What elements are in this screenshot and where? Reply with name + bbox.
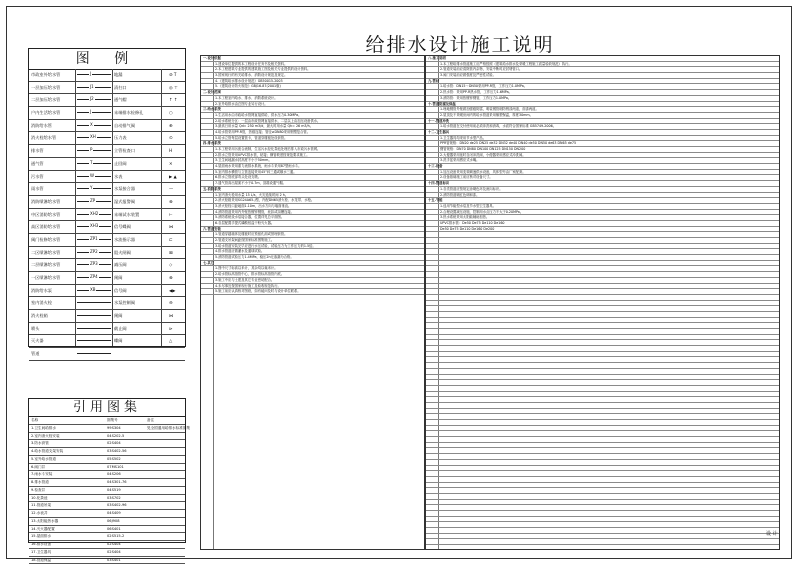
- note-text: PPR管规格：DN20 de25 DN25 de32 DN32 de40 DN40 de50 DN50 de63 DN65 de75: [440, 141, 577, 146]
- cite-row: [29, 479, 185, 487]
- note-text: 3.施工中应与土建及其它专业密切配合。: [215, 277, 275, 282]
- note-text: 十一.管道冲洗: [428, 118, 450, 123]
- fixture-symbol-icon: ↑ ↑: [169, 97, 178, 103]
- pipe-line-symbol: [77, 274, 111, 279]
- cite-code: 02S404: [107, 542, 121, 546]
- note-text: 2.合理设置减压设施，控制用水点压力不大于0.20MPa。: [440, 209, 524, 214]
- legend-pipe-name: 管道: [31, 351, 40, 357]
- pipe-line-symbol: [77, 71, 111, 76]
- cite-title: 引用图集: [29, 399, 185, 417]
- cite-row: [29, 510, 185, 518]
- pipe-line-symbol: [77, 248, 111, 254]
- fixture-symbol-icon: ⊕: [169, 122, 173, 128]
- cite-row: [29, 502, 185, 510]
- note-text: De50 De75 De110 De160 De200: [440, 226, 495, 231]
- legend-row: [29, 183, 185, 196]
- cite-row: [29, 533, 185, 541]
- legend-row: [29, 335, 185, 348]
- pipe-line-symbol: [77, 96, 111, 102]
- legend-pipe-name: 污水管: [31, 173, 44, 179]
- note-text: 十五.节能: [428, 198, 443, 203]
- pipe-line-symbol: [77, 302, 111, 303]
- legend-pipe-name: 一区喷淋给水管: [31, 275, 61, 280]
- legend-item-name: 末端试水装置: [114, 211, 140, 217]
- note-text: 4.屋面雨水采用重力流排水系统，雨水斗采用87型雨水斗。: [215, 164, 302, 169]
- cite-row: [29, 440, 185, 448]
- note-text: 二.设计范围: [203, 90, 221, 95]
- cite-name: 17.卫生器具: [31, 549, 52, 554]
- cite-code: 04S301-76: [107, 480, 127, 484]
- legend-pipe-name: 二区喷淋给水管: [31, 249, 61, 255]
- note-text: 2.室外给排水由总图专业另行设计。: [215, 101, 268, 106]
- cite-header-code: 图集号: [107, 418, 118, 422]
- legend-row: [29, 234, 185, 247]
- note-text: 2.给水系统分区：一层由市政管网直接供水，二层以上由加压设备供水。: [215, 118, 321, 123]
- pipe-line-symbol: [77, 340, 111, 341]
- cite-row: [29, 495, 185, 503]
- legend-row: [29, 259, 185, 272]
- pipe-code: J2: [90, 96, 94, 102]
- cite-code: 02S404: [107, 441, 121, 446]
- legend-item-name: 压力表: [114, 135, 127, 141]
- legend-item-name: 蝶阀: [114, 338, 123, 344]
- note-text: 1.加压设备采用变频调速供水设备，具体型号由厂家配套。: [440, 169, 526, 174]
- legend-row: [29, 272, 185, 285]
- cite-name: 11.管道吊架: [31, 503, 52, 508]
- legend-pipe-name: 一层加压给水管: [31, 84, 61, 90]
- legend-pipe-name: 排水管: [31, 148, 44, 154]
- legend-item-name: 止回阀: [114, 160, 127, 166]
- note-text: UPVC排水管：De50 De75 De110 De160: [440, 220, 505, 225]
- note-text: 3.卫生间地漏水封高度不小于50mm。: [215, 158, 272, 163]
- legend-pipe-name: 消火栓给水管: [31, 135, 57, 141]
- note-text: 2.设备基础施工前应核对设备尺寸。: [440, 175, 493, 180]
- cite-header-name: 名称: [31, 418, 39, 422]
- pipe-line-symbol: [77, 185, 111, 191]
- legend-row: [29, 209, 185, 222]
- cite-name: 2.室内消火栓安装: [31, 433, 60, 438]
- note-text: 1.给水管道在交付使用前必须冲洗和消毒，水质符合国家标准 GB5749-2006。: [440, 124, 556, 129]
- cite-name: 5.室外给水管道: [31, 456, 56, 461]
- cite-code: 06J908: [107, 518, 120, 523]
- note-text: 五.消防系统: [203, 186, 221, 191]
- legend-row: [29, 285, 185, 298]
- legend-item-name: 信号阀: [114, 287, 127, 293]
- note-text: 2.热水管：采用PP-R热水管，工作压力1.6MPa。: [440, 90, 512, 95]
- cite-code: 02S515-2: [107, 534, 125, 539]
- signature-stamp: 设 计: [766, 531, 778, 537]
- fixture-symbol-icon: ⊳: [169, 325, 173, 331]
- note-text: 5.室内排水横管与立管连接采用45°斜三通或顺水三通。: [215, 169, 297, 174]
- note-text: 4.《建筑给水排水设计规范》GB50015-2003: [215, 78, 283, 83]
- pipe-line-symbol: [77, 147, 111, 153]
- pipe-line-symbol: [77, 353, 111, 354]
- legend-pipe-name: 阀门检修给水管: [31, 236, 61, 242]
- legend-row: [29, 323, 185, 336]
- cite-name: 10.化粪池: [31, 495, 48, 500]
- cite-name: 1.卫生间给排水: [31, 425, 56, 430]
- legend-row: [29, 69, 185, 82]
- pipe-line-symbol: [77, 159, 111, 165]
- legend-row: [29, 196, 185, 209]
- cite-code: 06S401: [107, 526, 121, 531]
- cite-name: 16.排水设备: [31, 542, 52, 546]
- note-text: 1.本工程采用污废合流制，生活污水经化粪池处理后排入市政污水管网。: [215, 147, 321, 151]
- note-text: 1.各类管道应按规定涂刷色环及流向标识。: [440, 186, 503, 191]
- cite-code: 03S702: [107, 495, 121, 500]
- note-text: 三.给水系统: [203, 107, 221, 112]
- pipe-code: J1: [90, 83, 94, 89]
- cite-name: 15.屋面排水: [31, 534, 52, 539]
- fixture-symbol-icon: ⊗: [169, 275, 173, 280]
- cite-code: 04S409: [107, 511, 121, 515]
- note-line: [201, 289, 424, 295]
- legend-item-name: 清扫口: [114, 84, 127, 90]
- note-text: 6.排水立管底部弯头处设支墩。: [215, 175, 262, 180]
- legend-item-name: 通气帽: [114, 97, 127, 103]
- note-text: 1.本工程给排水管道施工应严格按照《建筑给水排水及采暖工程施工质量验收规范》执行。: [440, 61, 572, 66]
- cite-header-row: [29, 417, 185, 425]
- cite-rows: [29, 425, 191, 565]
- pipe-code: T: [90, 159, 93, 165]
- legend-item-name: 末端排水检修孔: [114, 110, 144, 116]
- legend-pipe-name: 灭火器: [31, 338, 44, 344]
- cite-header-note: 备注: [147, 418, 155, 422]
- legend-item-name: 湿式报警阀: [114, 198, 135, 204]
- legend-item-name: 截止阀: [114, 325, 127, 331]
- note-text: 5.消防管道试验压力1.4MPa，稳压2h无渗漏为合格。: [215, 255, 294, 260]
- cite-name: 9.检查井: [31, 487, 46, 492]
- legend-row: [29, 107, 185, 120]
- pipe-code: Y: [90, 185, 93, 191]
- legend-row: [29, 221, 185, 234]
- pipe-line-symbol: [77, 83, 111, 89]
- note-text: 七.其它: [203, 260, 215, 265]
- legend-pipe-name: 消防给水泵: [31, 287, 52, 293]
- note-text: 1.选用节能型水泵及节水型卫生器具。: [440, 203, 496, 208]
- fixture-symbol-icon: ⊢: [169, 211, 173, 217]
- fixture-symbol-icon: ⋈: [169, 224, 174, 230]
- pipe-code: ZP: [90, 197, 96, 203]
- note-text: 7.通气管高出屋面不小于0.7m，顶端设通气帽。: [215, 181, 286, 186]
- cite-code: 04S519: [107, 487, 121, 492]
- note-text: 1.建设单位提供的本工程设计任务书及相关资料。: [215, 61, 288, 66]
- fixture-symbol-icon: —: [169, 186, 174, 192]
- note-text: 1.给水管：DN15～DN50采用PP-R管，工作压力1.0MPa。: [440, 84, 528, 89]
- pipe-line-symbol: [77, 328, 111, 329]
- legend-pipe-name: 二层喷淋给水管: [31, 262, 61, 268]
- note-text: 1.室内消火栓用水量 15 L/s，火灾延续时间 2 h。: [215, 192, 289, 197]
- note-text: 5.消防系统设水泵接合器，位置详见总平面图。: [215, 215, 285, 220]
- legend-item-name: 立管检查口: [114, 148, 135, 154]
- legend-item-name: 信号蝶阀: [114, 224, 131, 230]
- pipe-code: ZP4: [90, 274, 98, 279]
- cite-row: [29, 448, 185, 456]
- legend-pipe-name: 消防给水管: [31, 122, 52, 128]
- note-text: 一.设计依据: [203, 56, 221, 60]
- pipe-code: XB: [90, 286, 96, 292]
- note-text: 4.消防管道采用内外壁热镀锌钢管，丝扣或沟槽连接。: [215, 209, 294, 214]
- legend-row: [29, 82, 185, 95]
- note-text: 1.图中尺寸标高以米计，其余均以毫米计。: [215, 266, 278, 271]
- note-text: 2.消火栓箱采用SG24A65-J型，内配DN65消火栓、水龙带、水枪。: [215, 198, 315, 203]
- note-text: 2.给水管标高指管中心，排水管标高指管内底。: [215, 272, 285, 277]
- note-text: 6.各层配置手提式磷酸铵盐干粉灭火器。: [215, 220, 275, 225]
- pipe-line-symbol: [77, 109, 111, 115]
- note-text: 3.消防管：采用热镀锌钢管，工作压力1.0MPa。: [440, 95, 512, 100]
- cite-code: 99S304: [107, 425, 121, 430]
- legend-pipe-name: 高区消防给水管: [31, 224, 61, 230]
- cite-code: 04S206: [107, 472, 121, 477]
- cite-name: 8.排水管道: [31, 480, 49, 484]
- note-text: 1.卫生器具均采用节水型产品。: [440, 135, 487, 140]
- note-text: 3.阀门安装前应做强度及严密性试验。: [440, 73, 496, 78]
- pipe-line-symbol: [77, 261, 111, 267]
- note-text: 六.管道安装: [203, 226, 221, 231]
- cite-name: 3.防水套管: [31, 441, 49, 446]
- pipe-code: W: [90, 172, 94, 178]
- legend-grid: [29, 69, 185, 361]
- legend-row: [29, 120, 185, 133]
- fixture-symbol-icon: ⊙: [169, 135, 173, 141]
- cite-note: 见全国通用给排水标准图集: [147, 425, 191, 430]
- note-text: 4.排水管道应做灌水及通球试验。: [215, 249, 265, 254]
- legend-item-name: 减压阀: [114, 262, 127, 268]
- note-text: 3.热水系统采用太阳能辅助加热。: [440, 215, 490, 220]
- legend-row: [29, 94, 185, 107]
- cited-atlas-table: [28, 398, 191, 562]
- cite-name: 4.给水管道支架安装: [31, 449, 64, 453]
- note-text: 2.消防管道刷红色调和漆。: [440, 192, 480, 197]
- legend-pipe-name: 消火栓箱: [31, 313, 48, 319]
- cite-code: 03S401: [107, 557, 121, 562]
- note-text: 1.埋地钢管外壁做加强级防腐，明装钢管刷防锈漆两道，面漆两道。: [440, 107, 539, 112]
- note-text: 四.排水系统: [203, 141, 221, 146]
- legend-title: 图 例: [29, 49, 185, 70]
- note-text: 4.未尽事宜按国家现行施工及验收规范执行。: [215, 283, 281, 288]
- pipe-code: X: [90, 121, 93, 127]
- legend-item-name: 水泵接合器: [114, 186, 135, 192]
- legend-pipe-name: 户内生活给水管: [31, 110, 61, 116]
- pipe-code: J: [90, 71, 92, 76]
- legend-pipe-name: 中区消防给水管: [31, 211, 61, 217]
- pipe-code: XH3: [90, 223, 99, 229]
- legend-row: [29, 297, 185, 310]
- legend-pipe-name: 二层加压给水管: [31, 97, 61, 103]
- cite-row: [29, 433, 185, 441]
- pipe-line-symbol: [77, 197, 111, 203]
- legend-pipe-name: 喷头: [31, 325, 40, 331]
- fixture-symbol-icon: ◇: [169, 262, 173, 268]
- fixture-symbol-icon: ◎ ⊤: [169, 84, 178, 90]
- cite-row: [29, 464, 185, 472]
- note-text: 十.管道防腐及保温: [428, 101, 456, 106]
- cite-name: 13.太阳能热水器: [31, 518, 59, 523]
- note-text: 2.屋顶及不采暖房间内的给水管道采用橡塑保温，厚度30mm。: [440, 112, 533, 117]
- fixture-symbol-icon: ○: [169, 110, 173, 116]
- cite-code: 07MS101: [107, 464, 124, 469]
- note-text: 4.给水管采用PP-R管，热熔连接；管径≥DN80采用钢塑复合管。: [215, 129, 311, 134]
- cite-name: 7.雨水斗安装: [31, 472, 53, 477]
- legend-item-name: 水泵控制阀: [114, 300, 135, 306]
- note-text: 八.施工说明: [428, 56, 446, 60]
- legend-pipe-name: 通气管: [31, 160, 44, 166]
- note-text: 5.施工前应认真核对图纸，如有疑问及时与设计单位联系。: [215, 289, 301, 294]
- cite-row: [29, 471, 185, 479]
- legend-pipe-name: 市政室外给水管: [31, 72, 61, 77]
- note-text: 2.大便器采用延时自闭冲洗阀，小便器采用感应式冲洗阀。: [440, 152, 526, 157]
- cite-row: [29, 425, 191, 433]
- legend-item-name: 水表: [114, 173, 123, 179]
- pipe-line-symbol: [77, 286, 111, 292]
- legend-item-name: 阻火闸阀: [114, 249, 131, 255]
- note-text: 九.管材: [428, 78, 440, 83]
- legend-row: [29, 171, 185, 184]
- fixture-symbol-icon: ▶ ▲: [169, 173, 177, 179]
- fixture-symbol-icon: ⋈: [169, 313, 174, 319]
- notes-column-right: [425, 55, 780, 550]
- pipe-line-symbol: [77, 172, 111, 178]
- cite-row: [29, 557, 185, 565]
- pipe-code: P: [90, 147, 93, 153]
- legend-item-name: 自动排气阀: [114, 122, 135, 128]
- note-text: 5.给水立管每层设置管卡，管道穿楼板处设套管。: [215, 135, 288, 140]
- pipe-line-symbol: [77, 121, 111, 127]
- note-text: 1.管道穿越墙体及楼板时应预留孔洞或预埋套管。: [215, 232, 288, 237]
- pipe-code: ZP2: [90, 248, 98, 254]
- cite-code: 03S402-96: [107, 503, 127, 508]
- pipe-line-symbol: [77, 235, 111, 241]
- fixture-symbol-icon: ⊖: [169, 300, 173, 306]
- cite-name: 6.阀门井: [31, 464, 46, 469]
- legend-pipe-name: 消防喷淋给水管: [31, 198, 61, 204]
- notes-column-left: [200, 55, 425, 550]
- note-text: 3.洗手盆采用感应式水嘴。: [440, 158, 480, 163]
- legend-pipe-name: 室内消火栓: [31, 300, 52, 306]
- note-text: 1.本工程室内给水、排水、消防系统设计。: [215, 95, 278, 100]
- cite-row: [29, 456, 185, 464]
- legend-row: [29, 145, 185, 158]
- cite-row: [29, 541, 185, 549]
- fixture-symbol-icon: ⊠: [169, 249, 173, 255]
- note-line: [426, 545, 779, 550]
- fixture-symbol-icon: H: [169, 148, 173, 154]
- pipe-line-symbol: [77, 223, 111, 229]
- pipe-code: ZP1: [90, 235, 98, 241]
- pipe-line-symbol: [77, 210, 111, 216]
- cite-code: 02S404: [107, 549, 121, 554]
- pipe-code: ZP3: [90, 261, 98, 267]
- note-text: 3.消火栓栓口距地面1.10m，出水方向与墙面垂直。: [215, 203, 292, 208]
- note-text: 3.给水管道安装完毕应进行水压试验，试验压力为工作压力的1.5倍。: [215, 243, 316, 248]
- pipe-code: J: [90, 109, 92, 115]
- cite-name: 18.管道保温: [31, 557, 52, 562]
- note-text: 1.生活用水由市政给水管网直接供给，供水压力0.30MPa。: [215, 112, 302, 117]
- cite-code: 04S202-5: [107, 433, 125, 438]
- notes-list-left: [201, 56, 424, 295]
- note-text: 2.本工程建筑专业提供的建筑施工图及相关专业提供的设计资料。: [215, 67, 311, 72]
- notes-list-right: [426, 56, 779, 550]
- cite-row: [29, 487, 185, 495]
- note-text: 3.国家现行的有关给排水、消防设计规范及规定。: [215, 73, 288, 78]
- fixture-symbol-icon: ◀▶: [169, 287, 176, 293]
- pipe-line-symbol: [77, 315, 111, 316]
- note-text: 5.《建筑设计防火规范》GBJ16-87(2001版): [215, 84, 281, 89]
- legend-row: [29, 247, 185, 260]
- note-text: 3.最高日用水量 Qd= 250 m3/d，最大时用水量 Qh= 26 m3/h。: [215, 124, 313, 129]
- note-text: 十二.卫生器具: [428, 129, 450, 134]
- cite-code: 05S502: [107, 456, 121, 461]
- note-text: 十三.设备: [428, 164, 443, 169]
- legend-pipe-name: 雨水管: [31, 186, 44, 192]
- pipe-line-symbol: [77, 134, 111, 140]
- cite-name: 12.水表井: [31, 511, 48, 515]
- note-text: 钢管规格：DN70 DN80 DN100 DN125 DN150 DN200: [440, 147, 526, 151]
- legend-item-name: 闸阀: [114, 313, 123, 319]
- fixture-symbol-icon: ⊗: [169, 198, 173, 204]
- note-text: 2.管道支吊架间距按国家标准图集施工。: [215, 238, 275, 242]
- cite-name: 14.灭火器配置: [31, 526, 55, 531]
- pipe-code: XH2: [90, 210, 99, 216]
- legend-row: [29, 158, 185, 171]
- legend-row: [29, 132, 185, 145]
- note-text: 2.管道安装前应清除管内杂物，安装中断时应封堵管口。: [440, 67, 523, 72]
- fixture-symbol-icon: △: [169, 338, 173, 344]
- legend-row: [29, 310, 185, 323]
- legend-item-name: 闸阀: [114, 275, 123, 280]
- note-text: 2.排水立管采用UPVC排水管，粘接；横管坡度按规范要求施工。: [215, 152, 310, 157]
- cite-row: [29, 549, 185, 557]
- legend-item-name: 水流指示器: [114, 236, 135, 242]
- note-text: 十四.管道标识: [428, 181, 450, 186]
- legend-table: [28, 48, 186, 357]
- fixture-symbol-icon: ⊏: [169, 236, 173, 242]
- fixture-symbol-icon: ✕: [169, 160, 173, 166]
- cite-code: 03S402-56: [107, 449, 127, 453]
- legend-row: [29, 348, 185, 361]
- pipe-code: XH: [90, 134, 96, 140]
- page-title: 给排水设计施工说明: [365, 34, 555, 56]
- legend-item-name: 地漏: [114, 72, 123, 77]
- cite-row: [29, 526, 185, 534]
- fixture-symbol-icon: ⊘ T: [169, 72, 177, 77]
- cite-row: [29, 518, 185, 526]
